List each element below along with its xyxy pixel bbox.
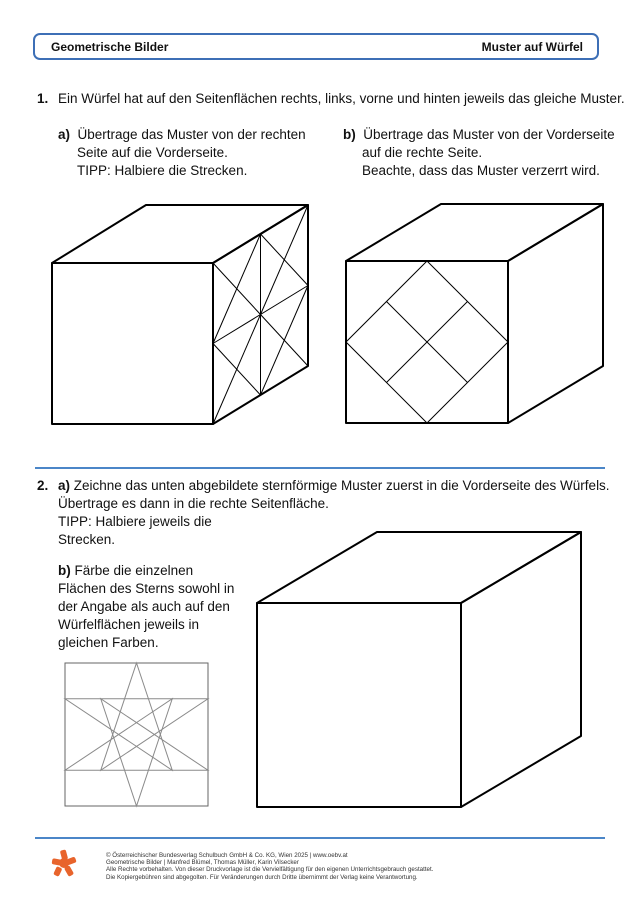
cube-2-top-face [257,532,581,603]
cube-1b-top-face [346,204,603,261]
task1-intro: Ein Würfel hat auf den Seitenflächen rechts, links, vorne und hinten jeweils das gleiche Muster. [58,91,625,106]
task1-b-line: auf die rechte Seite. [362,145,483,160]
task2-a-label: a) [58,478,71,493]
header-left-title: Geometrische Bilder [51,40,169,54]
cube-1b [346,204,603,423]
task2-a-line: TIPP: Halbiere jeweils die [58,514,212,529]
task1-a-label: a) [58,127,71,142]
star-pattern-upper [65,663,208,770]
task1-number: 1. [37,91,49,106]
task2-b-line: Würfelflächen jeweils in [58,617,200,632]
task1-a-line: TIPP: Halbiere die Strecken. [77,163,248,178]
header-right-title: Muster auf Würfel [481,40,583,54]
star-pattern [65,663,208,806]
footer-line: © Österreichischer Bundesverlag Schulbuch GmbH & Co. KG, Wien 2025 | www.oebv.at [106,852,348,859]
task2-b-label: b) [58,563,71,578]
cube-2 [257,532,581,807]
task2-b-line: Flächen des Sterns sowohl in [58,581,235,596]
cube-1a-top-face [52,205,308,263]
cube-1b-front-pattern [346,261,508,423]
cube-2-front-face [257,603,461,807]
task2-a-line: Übertrage es dann in die rechte Seitenfläche. [58,496,329,511]
cube-1a-right-pattern [213,205,308,424]
footer-line: Geometrische Bilder | Manfred Blümel, Thomas Müller, Karin Vilsecker [106,859,299,867]
task1-a-line: Übertrage das Muster von der rechten [77,127,306,142]
star-pattern-frame [65,663,208,806]
task2-b-line: Färbe die einzelnen [74,563,194,578]
task1-b-line: Übertrage das Muster von der Vorderseite [363,127,615,142]
cube-1a-front-face [52,263,213,424]
task2-number: 2. [37,478,49,493]
cube-1b-right-face [508,204,603,423]
task2-a-line: Strecken. [58,532,116,547]
footer-text [106,852,433,881]
cube-1a [52,205,308,424]
footer-line: Die Kopiergebühren sind abgegolten. Für Veränderungen durch Dritte übernimmt der Verlag keine Verantwortung. [106,873,418,881]
task2-b-line: gleichen Farben. [58,635,159,650]
task2-a-line: Zeichne das unten abgebildete sternförmige Muster zuerst in die Vorderseite des Würfels. [73,478,610,493]
cube-2-right-face [461,532,581,807]
task1-a-line: Seite auf die Vorderseite. [77,145,228,160]
task1-b-label: b) [343,127,356,142]
star-pattern-lower [65,699,208,806]
footer-divider [35,837,605,839]
footer-line: Alle Rechte vorbehalten. Von dieser Druckvorlage ist die Vervielfältigung für den eigenen Unterrichtsgebrauch gestattet. [106,866,434,874]
task1-b-line: Beachte, dass das Muster verzerrt wird. [362,163,600,178]
publisher-logo-icon [50,849,78,877]
task2-b-line: der Angabe als auch auf den [58,599,230,614]
